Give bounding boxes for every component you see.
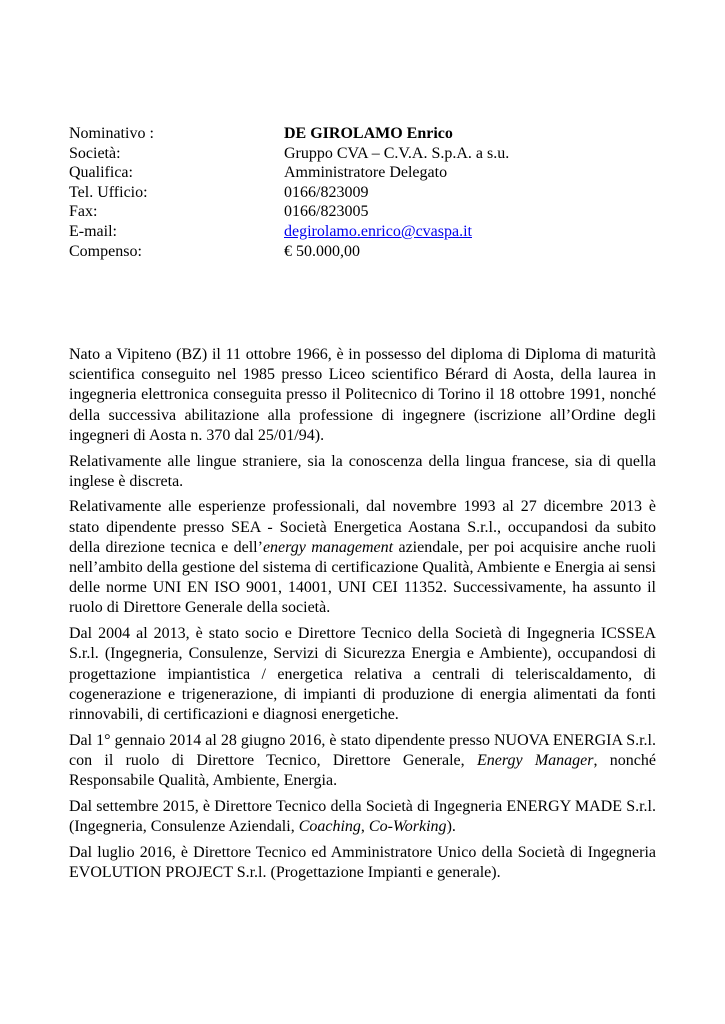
info-row-email <box>69 222 629 242</box>
bio-paragraph-energy-made <box>69 797 656 837</box>
email-label: E-mail: <box>69 222 117 240</box>
role-value: Amministratore Delegato <box>284 164 448 182</box>
info-row-name <box>69 124 629 144</box>
phone-label: Tel. Ufficio: <box>69 183 148 201</box>
email-link[interactable]: degirolamo.enrico@cvaspa.it <box>284 222 472 240</box>
bio-energy-italic-1: Coaching <box>298 817 361 835</box>
bio-nuova-text-b: , nonché Responsabile Qualità, Ambiente, Energia. <box>69 751 656 790</box>
company-label: Società: <box>69 144 121 162</box>
info-row-company <box>69 144 629 164</box>
bio-paragraph-education: Nato a Vipiteno (BZ) il 11 ottobre 1966, è in possesso del diploma di Diploma di maturità scientifica conseguito nel 1985 presso Liceo scientifico Bérard di Aosta, della laurea in ingegneria elettronica conseguita presso il Politecnico di Torino il 18 ottobre 1991, nonché della successiva abilitazione alla professione di ingegnere (iscrizione all’Ordine degli ingegneri di Aosta n. 370 dal 25/01/94). <box>69 346 656 444</box>
bio-nuova-text-a: Dal 1° gennaio 2014 al 28 giugno 2016, è stato dipendente presso NUOVA ENERGIA S.r.l. con il ruolo di Direttore Tecnico, Direttore Generale, <box>69 731 656 769</box>
bio-paragraph-icssea: Dal 2004 al 2013, è stato socio e Direttore Tecnico della Società di Ingegneria ICSSEA S.r.l. (Ingegneria, Consulenze, Servizi di Sicurezza Energia e Ambiente), occupandosi di progettazione impiantistica / energetica relativa a centrali di teleriscaldamento, di cogenerazione e trigenerazione, di impianti di produzione di energia alimentati da fonti rinnovabili, di certificazioni e diagnosi energetiche. <box>69 625 656 723</box>
bio-sea-italic: energy management <box>262 538 394 556</box>
info-row-phone <box>69 183 629 203</box>
bio-sea-text-b: aziendale, per poi acquisire anche ruoli nell’ambito della gestione del sistema di certificazione Qualità, Ambiente e Energia ai sensi delle norme UNI EN ISO 9001, 14001, UNI CEI 11352. Successivamente, ha assunto il ruolo di Direttore Generale della società. <box>69 538 657 617</box>
phone-value: 0166/823009 <box>284 183 369 201</box>
bio-energy-italic-2: Co-Working <box>368 817 447 835</box>
email-value <box>284 222 629 242</box>
bio-energy-text-b: ). <box>446 817 456 835</box>
compensation-value: € 50.000,00 <box>284 242 360 260</box>
fax-value: 0166/823005 <box>284 203 369 221</box>
bio-sea-text-a: Relativamente alle esperienze professionali, dal novembre 1993 al 27 dicembre 2013 è stato dipendente presso SEA - Società Energetica Aostana S.r.l., occupandosi da subito della direzione tecnica e dell’ <box>69 498 656 556</box>
role-label: Qualifica: <box>69 164 133 182</box>
profile-info-table <box>69 124 629 261</box>
fax-label: Fax: <box>69 203 98 221</box>
bio-paragraph-evolution: Dal luglio 2016, è Direttore Tecnico ed Amministratore Unico della Società di Ingegneria EVOLUTION PROJECT S.r.l. (Progettazione Impianti e generale). <box>69 843 656 881</box>
bio-paragraph-sea <box>69 497 656 618</box>
bio-nuova-italic: Energy Manager <box>476 751 594 769</box>
bio-energy-text-a: Dal settembre 2015, è Direttore Tecnico della Società di Ingegneria ENERGY MADE S.r.l. (Ingegneria, Consulenze Aziendali, <box>69 797 656 835</box>
bio-paragraph-nuova-energia <box>69 731 656 792</box>
info-row-fax <box>69 202 629 222</box>
name-value: DE GIROLAMO Enrico <box>284 125 453 142</box>
info-row-compensation <box>69 242 629 262</box>
company-value: Gruppo CVA – C.V.A. S.p.A. a s.u. <box>284 144 510 162</box>
info-row-role <box>69 163 629 183</box>
bio-energy-text-mid: , <box>360 817 369 835</box>
bio-paragraph-languages: Relativamente alle lingue straniere, sia la conoscenza della lingua francese, sia di quella inglese è discreta. <box>69 452 656 490</box>
compensation-label: Compenso: <box>69 242 142 260</box>
name-label: Nominativo : <box>69 125 154 142</box>
biography <box>69 345 656 889</box>
